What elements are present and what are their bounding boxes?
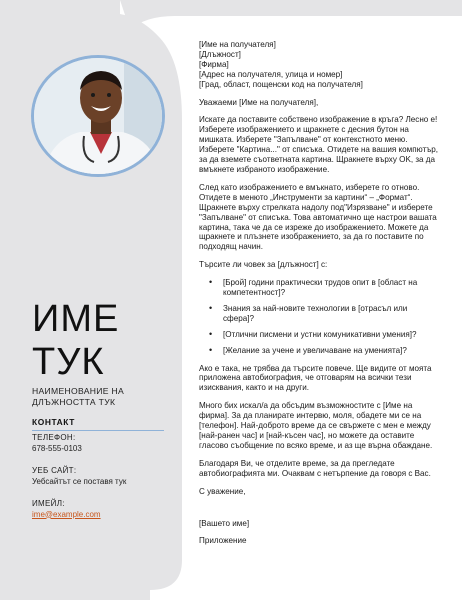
- recipient-name: [Име на получателя]: [199, 40, 276, 49]
- paragraph-attached-resume: Ако е така, не трябва да търсите повече. Ще видите от моята приложена автобиография, че отговарям на всички тези изисквания, както и на други.: [199, 363, 432, 393]
- name-line-2: ТУК: [32, 341, 105, 383]
- paragraph-thanks: Благодаря Ви, че отделите време, за да прегледате автобиографията ми. Очаквам с нетърпение да говоря с Вас.: [199, 458, 431, 478]
- contact-heading: КОНТАКТ: [32, 417, 164, 431]
- enclosure-note: Приложение: [199, 536, 247, 546]
- email-block: [32, 499, 172, 520]
- recipient-city: [Град, област, пощенски код на получателя]: [199, 79, 363, 89]
- email-label: ИМЕЙЛ:: [32, 499, 65, 508]
- website-value[interactable]: Уебсайтът се поставя тук: [32, 476, 127, 486]
- list-item: • Знания за най-новите технологии в [отрасъл или сфера]?: [215, 304, 439, 324]
- letter-body: [199, 40, 439, 554]
- signature-name: [Вашето име]: [199, 518, 250, 528]
- list-item: • [Желание за учене и увеличаване на уменията]?: [215, 346, 439, 356]
- salutation: Уважаеми [Име на получателя],: [199, 97, 319, 107]
- name-line-1: ИМЕ: [32, 298, 120, 340]
- recipient-company: [Фирма]: [199, 59, 229, 69]
- paragraph-interview: Много бих искал/а да обсъдим възможностите с [Име на фирма]. За да планирате интервю, моля, обадете ми се на [телефон]. Най-доброто време да се свържете с мен е между [най-ранен час] и [най-късен час], но можете да оставите гласово съобщение по всяко време, и аз ще върна обаждане.: [199, 401, 433, 450]
- website-label: УЕБ САЙТ:: [32, 466, 77, 475]
- phone-block: [32, 433, 172, 454]
- phone-value[interactable]: 678-555-0103: [32, 443, 82, 453]
- list-item: • [Отлични писмени и устни комуникативни умения]?: [215, 330, 439, 340]
- website-block: [32, 466, 172, 487]
- recipient-address: [199, 40, 439, 90]
- list-item: • [Брой] години практически трудов опит в [област на компетентност]?: [215, 278, 439, 298]
- qualifications-list: [199, 278, 439, 355]
- phone-label: ТЕЛЕФОН:: [32, 433, 76, 442]
- recipient-street: [Адрес на получателя, улица и номер]: [199, 69, 343, 79]
- signature-space: [199, 505, 439, 519]
- email-link[interactable]: ime@example.com: [32, 509, 101, 519]
- applicant-name: [32, 298, 172, 384]
- closing: С уважение,: [199, 486, 246, 496]
- paragraph-crop-instructions: След като изображението е вмъкнато, изберете го отново. Отидете в менюто „Инструменти за картини“ – „Формат“. Щракнете върху стрелката надолу под"Изрязване" и изберете "Запълване" от списъка. Това автоматично ще настрои вашата картина, така че да се изреже до изображението. Можете да щракнете и плъзнете изображението, за да го поставите по подходящ начин.: [199, 182, 437, 252]
- profile-photo[interactable]: [31, 55, 165, 177]
- job-title: НАИМЕНОВАНИЕ НА ДЛЪЖНОСТТА ТУК: [32, 386, 125, 407]
- paragraph-photo-instructions: Искате да поставите собствено изображение в кръга? Лесно е! Изберете изображението и щракнете с десния бутон на мишката. Изберете "Запълване" от контекстното меню. Изберете "Картина..." от списъка. Отидете на вашия компютър, за да вземете съответната картина. Щракнете върху OK, за да вмъкнете избраното изображение.: [199, 115, 439, 174]
- list-intro: Търсите ли човек за [длъжност] с:: [199, 260, 328, 270]
- recipient-position: [Длъжност]: [199, 49, 241, 59]
- person-photo-icon: [34, 58, 165, 177]
